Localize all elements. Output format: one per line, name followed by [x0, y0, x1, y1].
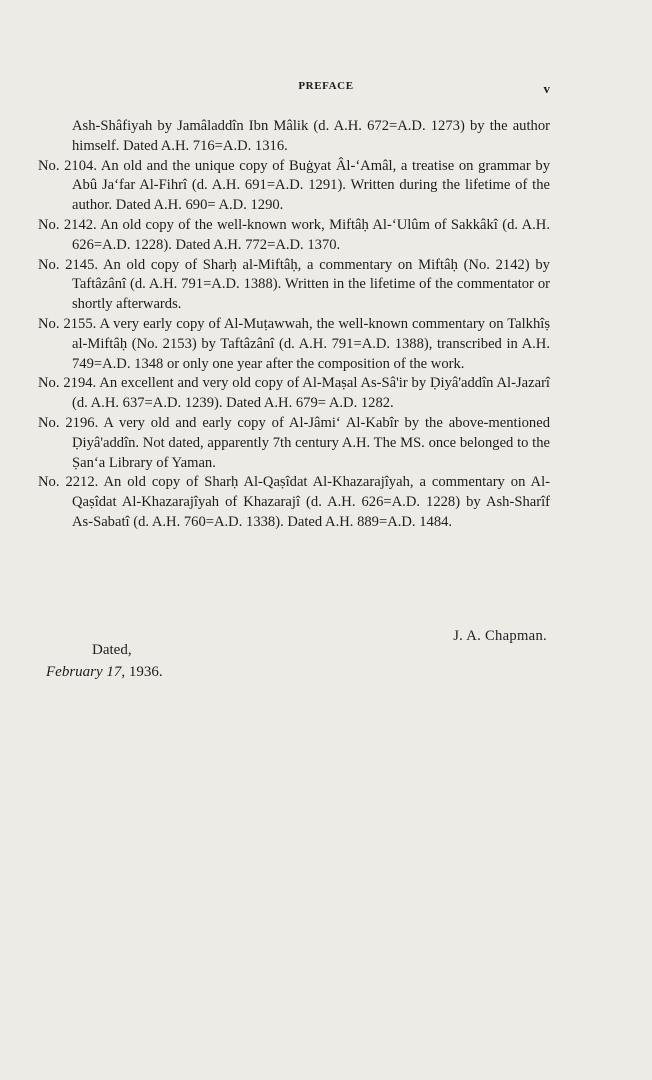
date-line	[46, 664, 163, 681]
entry-2196	[38, 414, 550, 473]
entry-text: An old copy of Sharḥ Al-Qaṣîdat Al-Khazarajîyah, a commentary on Al-Qaṣîdat Al-Khazarajîyah of Khazarajî (d. A.H. 626=A.D. 1228) by Ash-Sharîf As-Sabatî (d. A.H. 760=A.D. 1338). Dated A.H. 889=A.D. 1484.	[72, 474, 550, 530]
signature: J. A. Chapman.	[453, 628, 547, 644]
running-head: PREFACE	[298, 80, 354, 92]
entry-continuation	[38, 117, 550, 157]
entry-text: An old copy of the well-known work, Miftâḥ Al-‘Ulûm of Sakkâkî (d. A.H. 626=A.D. 1228). Dated A.H. 772=A.D. 1370.	[72, 216, 550, 253]
entry-number: No. 2142.	[38, 216, 97, 233]
entry-text: Ash-Shâfiyah by Jamâladdîn Ibn Mâlik (d. A.H. 672=A.D. 1273) by the author himself. Dated A.H. 716=A.D. 1316.	[72, 118, 550, 154]
entry-2212	[38, 473, 550, 532]
entry-text: An old and the unique copy of Buġyat Âl-‘Amâl, a treatise on grammar by Abû Ja‘far Al-Fihrî (d. A.H. 691=A.D. 1291). Written during the lifetime of the author. Dated A.H. 690= A.D. 1290.	[72, 157, 550, 214]
entry-number: No. 2196.	[38, 414, 99, 431]
page-number: v	[543, 81, 550, 96]
entry-2194	[38, 374, 550, 414]
entry-number: No. 2212.	[38, 474, 99, 491]
date-month-day: February 17,	[46, 664, 126, 680]
dated-label: Dated,	[92, 642, 132, 658]
entry-number: No. 2145.	[38, 256, 99, 273]
entry-number: No. 2155.	[38, 315, 97, 332]
preface-body	[38, 117, 550, 533]
entry-text: A very early copy of Al-Muṭawwah, the well-known commentary on Talkhîṣ al-Miftâḥ (No. 2153) by Taftâzânî (d. A.H. 791=A.D. 1388), transcribed in A.H. 749=A.D. 1348 or only one year after the composition of the work.	[72, 315, 550, 372]
entry-number: No. 2104.	[38, 157, 97, 174]
entry-2155	[38, 315, 550, 374]
entry-2142	[38, 216, 550, 256]
entry-text: A very old and early copy of Al-Jâmi‘ Al-Kabîr by the above-mentioned Ḍiyâ'addîn. Not dated, apparently 7th century A.H. The MS. once belonged to the Ṣan‘a Library of Yaman.	[72, 414, 551, 471]
page-header	[0, 80, 652, 100]
entry-text: An excellent and very old copy of Al-Maṣal As-Sâ'ir by Ḍiyâ'addîn Al-Jazarî (d. A.H. 637=A.D. 1239). Dated A.H. 679= A.D. 1282.	[72, 375, 550, 412]
entry-text: An old copy of Sharḥ al-Miftâḥ, a commentary on Miftâḥ (No. 2142) by Taftâzânî (d. A.H. 791=A.D. 1388). Written in the lifetime of the commentator or shortly afterwards.	[72, 256, 550, 313]
entry-2145	[38, 256, 550, 315]
entry-number: No. 2194.	[38, 375, 97, 392]
entry-2104	[38, 157, 550, 216]
date-year: 1936.	[128, 664, 163, 680]
